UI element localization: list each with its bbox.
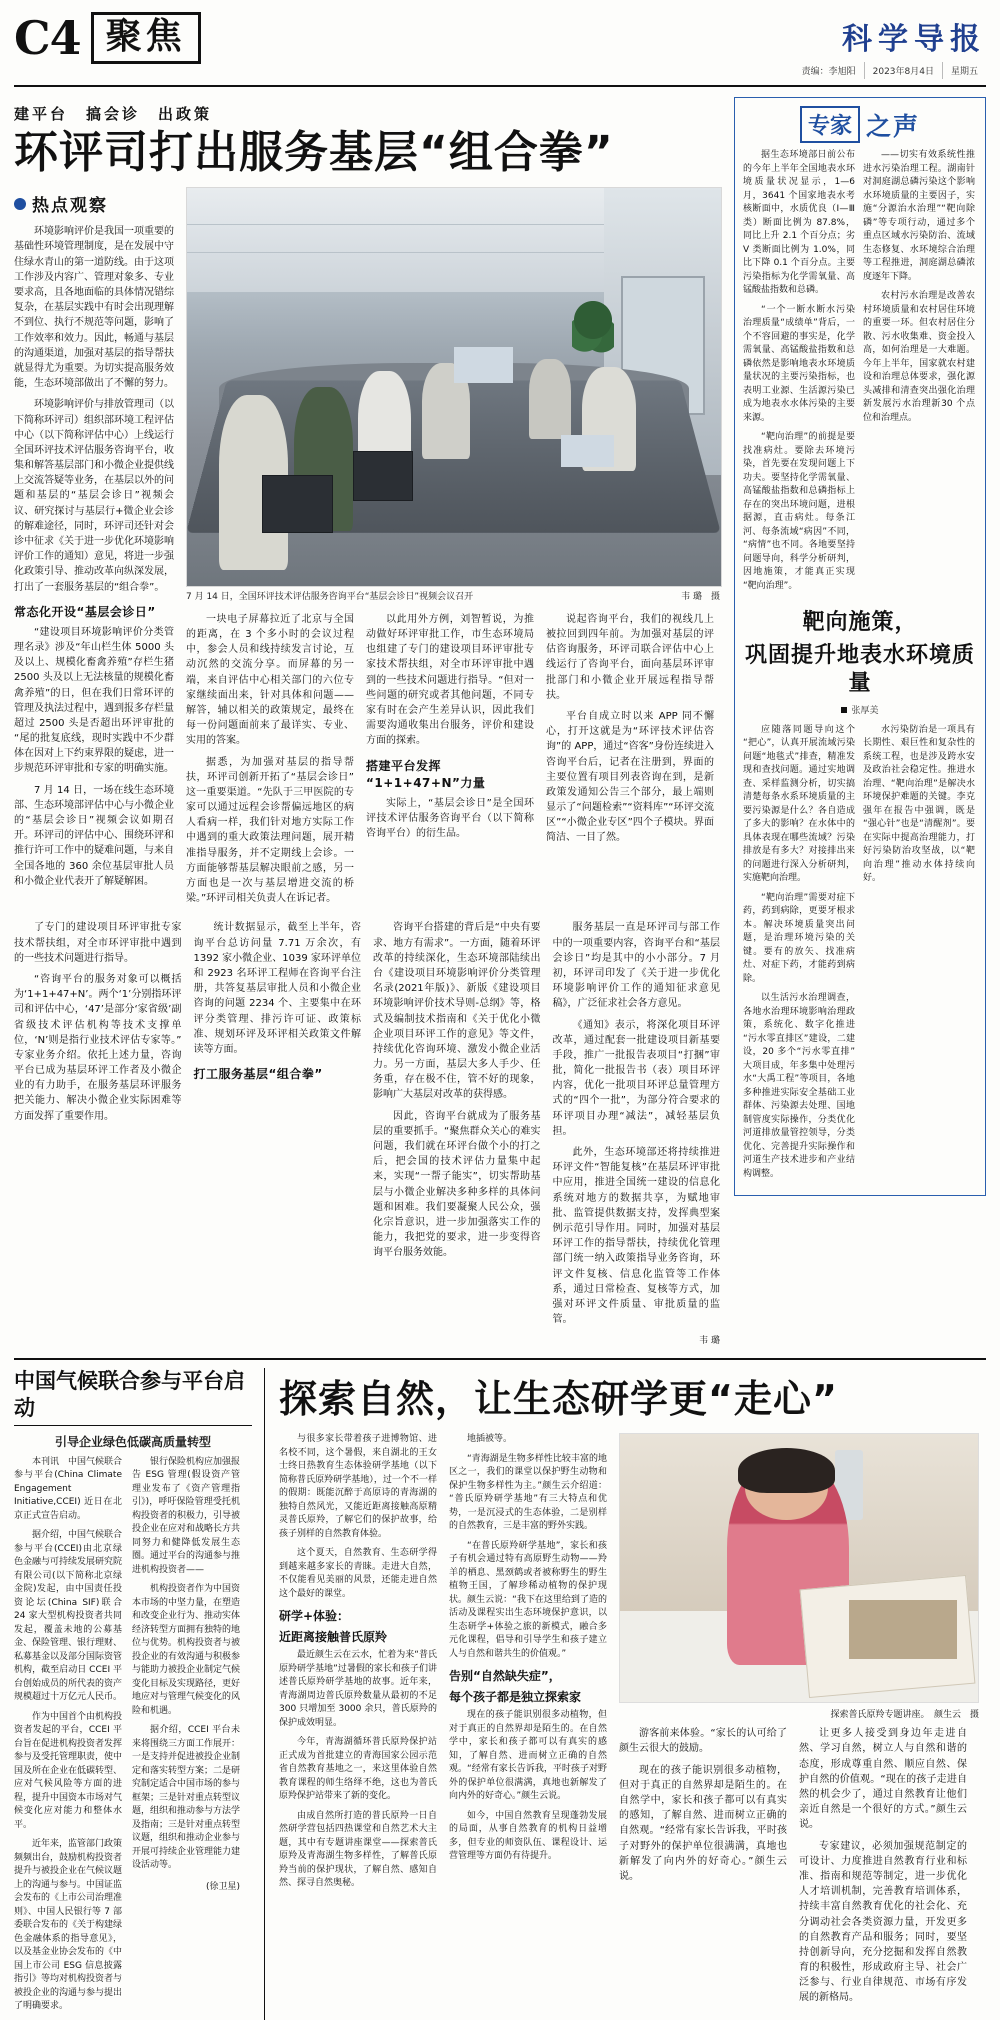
expert-byline (743, 703, 977, 716)
body-paragraph: 今年，青海湖循环普氏原羚保护站正式成为首批建立的青海国家公园示范省自然教育基地之一，来这里体验自然教育课程的师生络绎不绝，这也为普氏原羚保护站带来了新的变化。 (279, 1737, 437, 1802)
body-paragraph: “青海湖是生物多样性比较丰富的地区之一，我们的课堂以保护野生动物和保护生物多样性为主。”颜生云介绍道：“普氏原羚研学基地”有三大特点和优势，一是沉浸式的生态体验，二是别样的自然教育，三是丰富的野外实践。 (449, 1453, 607, 1532)
body-paragraph: 现在的孩子能识别很多动植物，但对于真正的自然界却是陌生的。在自然学中，家长和孩子都可以有真实的感知，了解自然、进而树立正确的自然观。“经常有家长告诉我，平时孩子对野外的保护单位很满满，真地也新解发了向内外的好奇心。”颜生云说。 (619, 1764, 787, 1882)
photo-caption-text: 7 月 14 日，全国环评技术评估服务咨询平台“基层会诊日”视频会议召开 (186, 592, 474, 603)
body-paragraph: 咨询平台搭建的背后是“中央有要求、地方有需求”。一方面，随着环评改革的持续深化，生态环境部陆续出台《建设项目环境影响评价分类管理名录(2021年版)》、新版《建设项目环境影响评价技术导则-总纲》等，格式及编制技术指南和《关于优化小微企业项目环评工作的意见》等文件，持续优化咨询环境、激发小微企业活力。另一方面，基层大多人手少、任务重，存在极不住，管不好的现象，影响广大基层对改革的获得感。 (373, 922, 541, 1101)
lead-paragraph: 环境影响评价是我国一项重要的基础性环境管理制度，是在发展中守住绿水青山的第一道防线。由于这项工作涉及内容广、管理对象多、专业要求高，且各地面临的具体情况错综复杂，在基层实践中有时会出现理解不到位、执行不规范等问题，影响了工作效率和效力。因此，畅通与基层的沟通渠道，加强对基层的指导帮扶就显得尤为重要。为切实提高服务效能，生态环境部做出了不懈的努力。 (14, 226, 174, 390)
photo-credit: 韦 璐 摄 (681, 592, 720, 603)
nature-article-title: 探索自然，让生态研学更“走心” (279, 1377, 838, 1422)
body-paragraph: 以生活污水治理调查，各地水治理环境影响治理政策，系统化、数字化推进“污水零直排区”建设，二建设，20 多个“污水零直排”大项目成，年多集中处理污水“大禹工程”等项目，各地多种推进实际安全基础工业群体、污染源去处理、国地制管度实际操作，分类优化河道排放量管控领导，分类优化、完善提升实际操作和河道生产技术进步和产业结构调整。 (743, 993, 855, 1179)
lead-lower-col-1 (186, 612, 354, 913)
issue-date: 2023年8月4日 (864, 62, 942, 79)
nature-col-4 (799, 1726, 967, 2011)
body-paragraph: 水污染防治是一项具有长期性、艰巨性和复杂性的系统工程，也是涉及跨水安及政治社会稳定性。推进水治理、“靶向治理”是解决水环境保护难题的关键。李克强年在报告中强调，既是“强心针”也是“清醒剂”。要在实际中提高治理能力，打好污染防治攻坚战，以“靶向治理”推动水体持续向好。 (863, 724, 975, 884)
subheading: 近距离接触普氏原羚 (279, 1630, 388, 1645)
subheading: 打工服务基层“组合拳” (193, 1067, 323, 1082)
body-paragraph: 游客前来体验。“家长的认可给了颜生云很大的鼓励。 (619, 1728, 787, 1755)
nature-col-3 (619, 1726, 787, 2011)
expert-subtitle-line2: 巩固提升地表水环境质量 (744, 642, 975, 697)
nature-col-2 (449, 1433, 607, 2011)
body-paragraph: 据介绍，中国气候联合参与平台(CCEI)由北京绿色金融与可持续发展研究院有限公司(以下简称北京绿金院)发起，由中国责任投资论坛(China SIF)联合 24 家大型机构投资者共同发起，覆盖未地的公募基金、保险管理、银行理财、私募基金以及部分国际资管机构，截至启动日 CCEI 平台创始成员的所代表的资产规模超过十万亿元人民币。 (14, 1530, 123, 1703)
nature-research-article (279, 1368, 979, 2020)
expert-col-1 (743, 149, 855, 599)
body-paragraph: ——切实有效系统性推进水污染治理工程。湖南针对洞庭湖总磷污染这个影响水环境质量的主要因子，实施“分源治水治理”“靶向除磷”等专项行动，通过多个重点区域水污染防治、流域生态修复、水环境综合治理等工程推进，洞庭湖总磷浓度逐年下降。 (863, 150, 975, 282)
masthead-meta (794, 62, 986, 79)
body-paragraph: 《通知》表示，将深化项目环评改革，通过配套一批建设项目新基要手段，推广一批报告表项目“打捆”审批，简化一批报告书（表）项目环评内容，优化一批项目环评总量管理方式的“四个一批”，为部分符合要求的环评项目办理“减法”，减轻基层负担。 (552, 1019, 720, 1137)
top-area (14, 97, 986, 1346)
climate-article-columns (14, 1456, 252, 2020)
expert-col-2 (863, 149, 975, 599)
photo-plant (572, 292, 614, 362)
child-reading-photo (619, 1433, 979, 1703)
subheading: 研学+体验： (279, 1609, 350, 1624)
expert-voice-header (743, 106, 977, 143)
body-paragraph: 据介绍，CCEI 平台未来将围绕三方面工作展开：一是支持并促进被投企业制定和落实转型方案；二是研究制定适合中国市场的参与框架；三是针对重点转型议题，组织和推动参与方法学及指南；三是针对重点转型议题，组织和推动企业参与开展可持续企业管理能力建设活动等。 (132, 1725, 241, 1871)
expert-badge: 专家 (800, 106, 860, 143)
expert-col-3 (743, 724, 855, 1188)
subheading: 告别“自然缺失症”， (449, 1669, 561, 1684)
article-headline: 环评司打出服务基层“组合拳” (14, 127, 614, 178)
lead-paragraph: 环境影响评价与排放管理司（以下简称环评司）组织部环境工程评估中心（以下简称评估中心）上线运行全国环评技术评估服务咨询平台，收集和解答基层部门和小微企业提供线上交流答疑等业务，在基层以外的问题和基层的“基层会诊日”视频会议、研究探讨与基层行+微企业会诊的解难途径，同时，环评司还针对会诊中征求《关于进一步优化环境影响评价工作的通知）意见，将进一步强化政策引导、推动改革向纵深发展，打出了一套服务基层的“组合拳”。 (14, 399, 174, 593)
bullet-icon (14, 198, 26, 210)
masthead-rule (14, 85, 986, 87)
lead-text-column (14, 187, 174, 912)
body-paragraph: “靶向治理”的前提是要找准病灶。要除去环境污染，首先要在发现问题上下功夫。要坚持化学需氧量、高锰酸盐指数和总磷指标上存在的突出环境问题，进根据源，直击病灶。每条江河、每条流域“病因”不同，“病情”也不同。各地要坚持问题导向，科学分析研判，因地施策，才能真正实现“靶向治理”。 (743, 432, 855, 591)
nature-lower-columns (619, 1726, 979, 2011)
issue-weekday: 星期五 (942, 62, 986, 79)
photo-monitor (561, 435, 614, 467)
expert-voice-title: 之声 (866, 111, 921, 141)
body-paragraph: 这个夏天，自然教育、生态研学得到越来越多家长的青睐。走进大自然，不仅能看见美丽的风景，还能走进自然这个最好的课堂。 (279, 1548, 437, 1599)
body-paragraph: 本刊讯 中国气候联合参与平台(China Climate Engagement Initiative,CCEI) 近日在北京正式宣告启动。 (14, 1456, 123, 1521)
body-paragraph: 平台自成立时以来 APP 同不懈心，打开这就是为“环评技术评估咨询”的 APP，通过“咨客”身份连续进入咨询平台后，记者在注册到，界面的主要位置有项目列表咨询在到，是新政策发通知公告三个部分，最上端则显示了“问题检索”“资料库”“环评交流区”“小微企业专区”四个子模块。界面简洁、一目了然。 (546, 710, 714, 844)
body-paragraph: 服务基层一直是环评司与部工作中的一项重要内容，咨询平台和“基层会诊日”均是其中的小小部分。7 月初，环评司印发了《关于进一步优化环境影响评价工作的通知征求意见稿》，广泛征求社会各方意见。 (552, 922, 720, 1010)
main-article-column (14, 97, 720, 1346)
body-paragraph: “咨询平台的服务对象可以概括为‘1+1+47+N’。两个‘1’分别指环评司和评估中心，‘47’是部分‘家省级’副省级技术评估机构等技术支撑单位，‘N’则是指行业技术评估专家等。”专家业务介绍。依托上述力量，咨询平台已成为基层环评工作者及小微企业的有力助手，在服务基层环评服务把关能力、解决小微企业实际困难等方面发挥了重要作用。 (14, 973, 182, 1122)
body-paragraph: 现在的孩子能识别很多动植物，但对于真正的自然界却是陌生的。在自然学中，家长和孩子都可以有真实的感知，了解自然、进而树立正确的自然观。“经常有家长告诉我，平时孩子对野外的保护单位很满满，真地也新解发了向内外的好奇心。”颜生云说。 (449, 1710, 607, 1802)
body-paragraph: 应随落同题导向这个“把心”，认真开展流域污染问题“地毯式”排查，精准发现和查找问题。通过实地调查、采样监测分析，切实搞清楚每条水系环境质量的主要污染源是什么？各自造成了多大的影响？在水体中的具体表现在哪些流域？污染排放是有多大？对接排出来的问题进行深入分析研判，实施靶向治理。 (743, 724, 855, 884)
body-paragraph: 以此用外方例，刘智暂说，为推动做好环评审批工作，市生态环境局也组建了专门的建设项目环评审批专家技术帮扶组，对全市环评审批中遇到的一些技术问题进行指导。“但对一些问题的研究或者其他问题，不同专家有时在会产生差异认识，因此我们需要沟通收集出台服务，评价和建设方面的探索。 (366, 613, 534, 747)
lead-lower-col-2 (366, 612, 534, 913)
body-paragraph: 7 月 14 日，一场在线生态环境部、生态环境部评估中心与小微企业的“基层会诊日”视频会议如期召开。环评司的评估中心、围绕环评和推行许可工作中的疑难问题，与来自全国各地的 360 余位基层审批人员和小微企业代表开了解疑解困。 (14, 784, 174, 887)
climate-col-1 (14, 1456, 122, 2020)
expert-col-4 (863, 724, 975, 1188)
nature-col-1 (279, 1433, 437, 2011)
photo-laptop (262, 475, 333, 533)
body-paragraph: 近年来，监管部门政策频频出台，鼓励机构投资者提升与被投企业在气候议题上的沟通与参与。中国证监会发布的《上市公司治理准则》、中国人民银行等 7 部委联合发布的《关于构建绿色金融体系的指导意见》，以及基金业协会发布的《中国上市公司 ESG 信息披露指引》等均对机构投资者与被投企业的沟通与参与提出了明确要求。 (14, 1839, 123, 2012)
body-paragraph: 因此，咨询平台就成为了服务基层的重要抓手。“聚焦群众关心的难实问题，我们就在环评台做个小的打之后，把会国的技术评估力量集中起来，实现“一帮子能实”，切实帮助基层与小微企业解决多种多样的具体问题和困难。我们要凝聚人民公众，强化宗旨意识，进一步加强落实工作的能力，我把党的要求，进一步变得咨询平台服务效能。 (373, 1110, 541, 1259)
body-paragraph: 银行保险机构应加强报告 ESG 管理(假设资产管理业发布了《资产管理指引》)，呼吁保险管理受托机构投资者的积极力，引导被投企业在应对和战略长方共同努力和健降低发展生态圈。通过平台的沟通参与推进机构投资者—— (132, 1456, 241, 1575)
body-paragraph: 地插被等。 (467, 1434, 513, 1445)
body-paragraph: “一个一断水断水污染治理质量“成绩单”背后，一个不容回避的事实是，化学需氧量、高锰酸盐指数和总磷依然是影响地表水环境质量状况的主要污染指标，也表明工业源、生活源污染已成为地表水水体污染的主要来源。 (743, 304, 855, 423)
masthead-left (14, 12, 201, 64)
subheading: 常态化开设“基层会诊日” (14, 604, 156, 619)
lower-section (14, 1368, 986, 2020)
meeting-photo (186, 187, 722, 587)
section-divider (14, 1358, 986, 1360)
subheading: 搭建平台发挥“1+1+47+N”力量 (366, 758, 486, 790)
body-paragraph: “靶向治理”需要对症下药，药到病除，更要牙根求本。解决环境质量突出问题，是治理环境污染的关键。要有的放矢、找准病灶、对症下药，才能药到病除。 (743, 892, 855, 984)
body-paragraph: 农村污水治理是改善农村环境质量和农村居住环境的重要一环。但农村居住分散、污水收集难、资金投入高，如何治理是一大难题。今年上半年，国家就农村建设和治理总体要求，强化源头减排和清查突出强化治理新发展污水治理新30 个点位和治理点。 (863, 291, 975, 423)
expert-columns-top (743, 149, 977, 599)
section-label: 聚焦 (105, 16, 186, 57)
body-paragraph: 此外，生态环境部还将持续推进环评文件“智能复核”在基层环评审批中应用，推进全国统一建设的信息化系统对地方的数据共享，为赋地审批、监管提供数据支持，发挥典型案例示范引导作用。同时，加强对基层环评工作的指导帮扶，持续优化管理部门统一纳入政策指导业务咨询，环评文件复核、信息化监管等工作体系，通过日常检查、复核等方式，加强对环评文件质量、审批质量的监管。 (552, 1147, 720, 1326)
body-paragraph: 说起咨询平台，我们的视线几上被拉回到四年前。为加强对基层的评估咨询服务，环评司联合评估中心上线运行了咨询平台，面向基层环评审批部门和小微企业开展远程指导帮扶。 (546, 613, 714, 701)
lead-wrap (14, 187, 720, 912)
paper-name: 科学导报 (842, 22, 986, 57)
masthead-right (794, 12, 986, 79)
climate-article-title: 中国气候联合参与平台启动 (14, 1369, 245, 1420)
photo-person (529, 359, 572, 439)
photo-wall-screen (454, 347, 513, 383)
square-bullet-icon (841, 707, 847, 713)
nature-article-body (279, 1433, 979, 2011)
main-col-c (373, 920, 541, 1346)
body-paragraph: “建设项目环境影响评价分类管理名录》涉及“年山栏生体 5000 头及以上、规模化畜禽养殖”存栏生猪 2500 头及以上无法核量的规模化畜禽养殖”的日，但在我们日常环评的管理及执法过程中，遇到报多存栏量超过 2500 头是否超出环评审批的“尾的批复底线，现时实践中不少群体在因对上下约束界限的疑虑，进一步规范环评审批和专家的明确实施。 (14, 626, 174, 775)
page-number: C4 (14, 11, 81, 65)
body-paragraph: 让更多人接受到身边年走进自然、学习自然，树立人与自然和谐的态度，形成尊重自然、顺应自然、保护自然的价值观。“现在的孩子走进自然的机会少了，通过自然教育让他们亲近自然是一个很好的方式。”颜生云说。 (799, 1728, 967, 1831)
body-paragraph: 一块电子屏幕拉近了北京与全国的距离，在 3 个多小时的会议过程中，参会人员和线持续发言讨论，互动沉然的交流分享。而屏幕的另一端，来自评估中心相关部门的六位专家继续面出来，针对具体和问题——解答，辅以相关的政策规定，最终在每一份问题面前来了最详实、专业、实用的答案。 (186, 613, 354, 747)
main-col-d (553, 920, 721, 1346)
main-col-b (194, 920, 362, 1346)
climate-platform-article (14, 1368, 265, 2020)
climate-article-subtitle: 引导企业绿色低碳高质量转型 (54, 1434, 211, 1449)
article-signature: (徐卫星) (205, 1881, 240, 1892)
hotspot-tag-label: 热点观察 (32, 196, 108, 217)
article-kicker: 建平台 搞会诊 出政策 (14, 105, 213, 123)
expert-byline-name: 张厚美 (851, 705, 879, 716)
body-paragraph: “在普氏原羚研学基地”，家长和孩子有机会通过特有高原野生动物——羚羊的栖息、黑颈鹤或者被称野生的野生植物王国，了解珍稀动植物的保护现状。颜生云说：“我下在这里给到了造的活动及课程实出生态环境保护意识，以生态研学+体验之旅的新模式，融合多元化课程，倡导和引导学生和孩子建立人与自然和谐共生的价值观。” (449, 1540, 607, 1659)
photo-child-hair (738, 1448, 835, 1494)
body-paragraph: 实际上，“基层会诊日”是全国环评技术评估服务咨询平台（以下简称咨询平台）的衍生品。 (366, 797, 534, 839)
body-paragraph: 机构投资者作为中国资本市场的中坚力量，在塑造和改变企业行为、推动实体经济转型方面拥有独特的地位与优势。机构投资者与被投企业的有效沟通与积极参与能助力被投企业制定气候变化目标及实现路径，更好地应对与管理气候变化的风险和机遇。 (132, 1584, 241, 1716)
expert-voice-box (734, 97, 986, 1196)
main-col-a (14, 920, 182, 1346)
section-badge (91, 12, 201, 64)
lead-lower-col-3 (546, 612, 714, 913)
body-paragraph: 据悉，为加强对基层的指导帮扶，环评司创新开拓了“基层会诊日”这一重要渠道。“先队于三甲医院的专家可以通过远程会诊帮偏远地区的病人看病一样，我们针对地方实际工作中遇到的重大政策法理问题，展开精准指导服务，并不定期线上会诊。一方面能够帮基层解决眼前之感，另一方面也是一次与基层增进交流的桥梁。”环评司相关负责人在诉记者。 (186, 756, 354, 905)
subheading: 每个孩子都是独立探索家 (449, 1690, 582, 1705)
climate-col-2 (132, 1456, 240, 2020)
expert-subtitle-line1: 靶向施策， (802, 610, 918, 635)
main-bottom-columns (14, 920, 720, 1346)
photo-column (186, 187, 720, 912)
nature-photo-column (619, 1433, 979, 2011)
body-paragraph: 了专门的建设项目环评审批专家技术帮扶组，对全市环评审批中遇到的一些技术问题进行指导。 (14, 922, 182, 964)
body-paragraph: 由成自然所打造的普氏原羚一日自然研学营包括四热课堂和自然艺术大主题，其中有专题讲座课堂——探索普氏原羚及青海湖生物多样性，了解普氏原羚当前的保护现状，了解自然、感知自然、探寻自然奥秘。 (279, 1810, 437, 1889)
body-paragraph: 最近颜生云在云水，忙着为来“普氏原羚研学基地”过暑假的家长和孩子们讲述普氏原羚研学基地的故事。近年来，青海湖周边普氏原羚数量从最初的不足 300 只增加至 3000 余只，普氏原羚的保护成效明显。 (279, 1650, 437, 1728)
photo-caption (186, 591, 720, 604)
photo-book-image (849, 1600, 956, 1659)
article-signature: 韦 璐 (699, 1336, 720, 1347)
editor-label: 责编：李旭阳 (801, 67, 856, 77)
expert-columns-bottom (743, 724, 977, 1188)
hotspot-tag (14, 191, 108, 216)
photo-laptop (353, 451, 414, 501)
body-paragraph: 专家建议，必须加强规范制定的可设计、力度推进自然教育行业和标准、指南和规范等制定，进一步优化人才培训机制，完善教育培训体系，持续丰富自然教育优化的社会化、充分调动社会各类资源力量，开发更多的自然教育产品和服务；同时，要坚持创新导向，充分挖掘和发挥自然教育的积极性，形成政府主导、社会广泛参与、行业自律规范、市场有序发展的新格局。 (799, 1840, 967, 2004)
lead-lower-columns (186, 612, 720, 913)
expert-voice-column (734, 97, 986, 1346)
body-paragraph: 与很多家长带着孩子进博物馆、进名校不同，这个暑假，来自湖北的王女士终日热教育生态体验研学基地（以下简称普氏原羚研学基地），过一个不一样的假期：既能沉醉于高原诗的青海湖的独特自然风光，又能近距离接触高原精灵普氏原羚，了解它们的保护故事，给孩子别样的自然教育体验。 (279, 1434, 437, 1539)
body-paragraph: 统计数据显示，截至上半年，咨询平台总访问量 7.71 万余次，有 1392 家小微企业、1039 家环评单位和 2923 名环评工程师在咨询平台注册，共答复基层审批人员和小微企业咨询的问题 2234 个、主要集中在环评分类管理、排污许可证、政策标准、规划环评及环评相关政策文件解读等方面。 (193, 922, 361, 1055)
masthead (14, 0, 986, 79)
body-paragraph: 如今，中国自然教育呈现蓬勃发展的局面，从事自然教育的机构日益增多，但专业的师资队伍、课程设计、运营管理等方面仍有待提升。 (449, 1810, 607, 1862)
nature-photo-caption: 探索普氏原羚专题讲座。 颜生云 摄 (830, 1710, 979, 1721)
rule (14, 1425, 252, 1426)
body-paragraph: 据生态环境部日前公布的今年上半年全国地表水环境质量状况显示，1—6 月，3641 个国家地表水考核断面中，水质优良（Ⅰ—Ⅲ类）断面比例为 87.8%，同比上升 2.1 个百分点；劣 V 类断面比例为 1.0%，同比下降 0.1 个百分点。主要污染指标为化学需氧量、高锰酸盐指数和总磷。 (743, 150, 855, 295)
body-paragraph: 作为中国首个由机构投资者发起的平台，CCEI 平台旨在促进机构投资者发挥参与及受托管理职责，使中国及所在企业在低碳转型、应对气候风险等方面的进程，提升中国资本市场对气候变化应对能力和整体水平。 (14, 1711, 123, 1830)
